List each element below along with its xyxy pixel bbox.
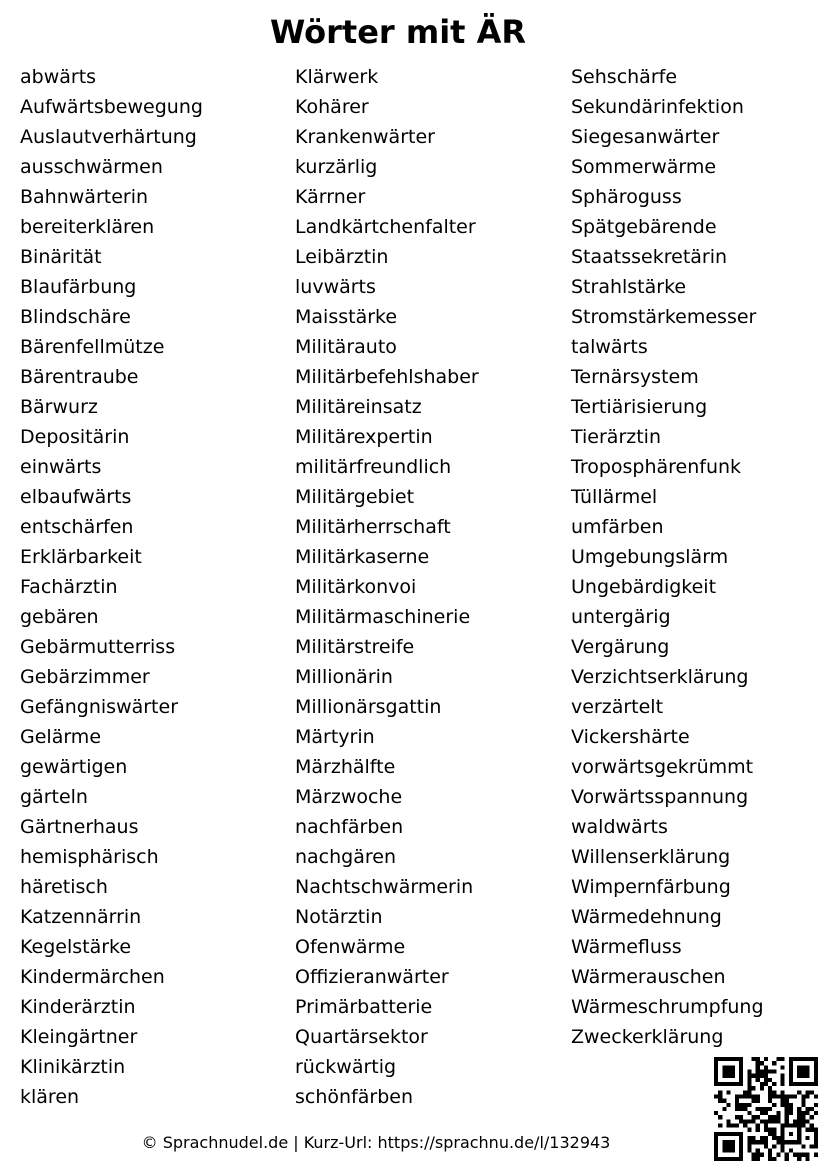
word-list-item: Klinikärztin bbox=[20, 1056, 126, 1078]
word-list-item: untergärig bbox=[571, 606, 671, 628]
word-list-item: entschärfen bbox=[20, 516, 134, 538]
word-list-item: Strahlstärke bbox=[571, 276, 687, 298]
word-column-1 bbox=[20, 62, 203, 1112]
word-list-item: rückwärtig bbox=[295, 1056, 397, 1078]
word-list-item: Klärwerk bbox=[295, 66, 379, 88]
word-list-item: Militärkaserne bbox=[295, 546, 430, 568]
word-list-item: gebären bbox=[20, 606, 99, 628]
word-list-item: Militärexpertin bbox=[295, 426, 433, 448]
word-list-item: häretisch bbox=[20, 876, 108, 898]
word-list-item: Militärkonvoi bbox=[295, 576, 417, 598]
word-list-item: Willenserklärung bbox=[571, 846, 731, 868]
word-list-item: Fachärztin bbox=[20, 576, 118, 598]
word-list-item: Militärgebiet bbox=[295, 486, 415, 508]
word-list-item: Depositärin bbox=[20, 426, 130, 448]
word-list-item: Militärbefehlshaber bbox=[295, 366, 479, 388]
word-list-item: ausschwärmen bbox=[20, 156, 163, 178]
word-list-item: Ternärsystem bbox=[571, 366, 699, 388]
word-list-item: Nachtschwärmerin bbox=[295, 876, 474, 898]
word-list-item: Wärmedehnung bbox=[571, 906, 722, 928]
word-list-item: Troposphärenfunk bbox=[571, 456, 742, 478]
word-list-item: Vickershärte bbox=[571, 726, 690, 748]
word-list-item: Siegesanwärter bbox=[571, 126, 720, 148]
word-list-item: Landkärtchenfalter bbox=[295, 216, 476, 238]
word-list-item: hemisphärisch bbox=[20, 846, 159, 868]
page-title: Wörter mit ÄR bbox=[270, 13, 526, 51]
word-list-item: Auslautverhärtung bbox=[20, 126, 197, 148]
word-list-item: Wärmerauschen bbox=[571, 966, 726, 988]
word-list-item: Vergärung bbox=[571, 636, 670, 658]
word-list-item: Vorwärtsspannung bbox=[571, 786, 749, 808]
word-list-item: Märzwoche bbox=[295, 786, 403, 808]
word-list-item: Sehschärfe bbox=[571, 66, 678, 88]
word-list-item: Gärtnerhaus bbox=[20, 816, 139, 838]
word-list-item: Erklärbarkeit bbox=[20, 546, 142, 568]
word-column-2 bbox=[295, 62, 479, 1112]
qr-code-icon[interactable] bbox=[714, 1057, 818, 1161]
word-list-item: Kärrner bbox=[295, 186, 366, 208]
word-list-item: Aufwärtsbewegung bbox=[20, 96, 203, 118]
word-list-item: Bärentraube bbox=[20, 366, 139, 388]
word-list-item: Stromstärkemesser bbox=[571, 306, 757, 328]
word-list-item: Militärmaschinerie bbox=[295, 606, 471, 628]
word-list-item: Tüllärmel bbox=[571, 486, 658, 508]
word-list-item: Verzichtserklärung bbox=[571, 666, 749, 688]
word-list-item: gärteln bbox=[20, 786, 88, 808]
word-list-item: Kinderärztin bbox=[20, 996, 136, 1018]
word-list-item: luvwärts bbox=[295, 276, 376, 298]
word-list-item: Blaufärbung bbox=[20, 276, 137, 298]
word-list-item: gewärtigen bbox=[20, 756, 128, 778]
word-list-item: Militärherrschaft bbox=[295, 516, 451, 538]
footer-source-link[interactable]: © Sprachnudel.de | Kurz-Url: https://sprachnu.de/l/132943 bbox=[141, 1133, 611, 1152]
word-list-item: Millionärin bbox=[295, 666, 393, 688]
word-list-item: vorwärtsgekrümmt bbox=[571, 756, 754, 778]
word-list-item: Ungebärdigkeit bbox=[571, 576, 717, 598]
word-list-item: Märzhälfte bbox=[295, 756, 396, 778]
word-list-item: Notärztin bbox=[295, 906, 383, 928]
word-list-item: Militärstreife bbox=[295, 636, 415, 658]
word-list-item: umfärben bbox=[571, 516, 664, 538]
word-list-item: Gelärme bbox=[20, 726, 102, 748]
word-list-item: Märtyrin bbox=[295, 726, 375, 748]
word-list-item: Tertiärisierung bbox=[571, 396, 708, 418]
word-list-item: talwärts bbox=[571, 336, 648, 358]
word-list-item: einwärts bbox=[20, 456, 102, 478]
word-list-item: Bahnwärterin bbox=[20, 186, 149, 208]
word-list-item: Sphäroguss bbox=[571, 186, 682, 208]
word-list-item: Wärmefluss bbox=[571, 936, 682, 958]
word-column-3 bbox=[571, 62, 764, 1052]
word-list-item: Staatssekretärin bbox=[571, 246, 728, 268]
word-list-item: elbaufwärts bbox=[20, 486, 132, 508]
word-list-item: Ofenwärme bbox=[295, 936, 406, 958]
word-list-item: Maisstärke bbox=[295, 306, 398, 328]
word-list-item: Tierärztin bbox=[571, 426, 661, 448]
word-list-item: Kindermärchen bbox=[20, 966, 165, 988]
word-list-item: Binärität bbox=[20, 246, 102, 268]
word-list-item: schönfärben bbox=[295, 1086, 413, 1108]
word-list-item: nachfärben bbox=[295, 816, 404, 838]
word-list-item: Militärauto bbox=[295, 336, 397, 358]
word-list-item: Millionärsgattin bbox=[295, 696, 442, 718]
word-list-item: militärfreundlich bbox=[295, 456, 452, 478]
word-list-item: Militäreinsatz bbox=[295, 396, 422, 418]
word-list-item: Sekundärinfektion bbox=[571, 96, 744, 118]
word-list-item: Kegelstärke bbox=[20, 936, 132, 958]
word-list-item: Leibärztin bbox=[295, 246, 389, 268]
word-list-item: bereiterklären bbox=[20, 216, 155, 238]
word-list-item: waldwärts bbox=[571, 816, 668, 838]
word-list-item: Gebärmutterriss bbox=[20, 636, 176, 658]
word-list-item: Offizieranwärter bbox=[295, 966, 449, 988]
word-list-item: Umgebungslärm bbox=[571, 546, 729, 568]
word-list-item: Bärenfellmütze bbox=[20, 336, 165, 358]
word-list-item: abwärts bbox=[20, 66, 97, 88]
word-list-item: Zweckerklärung bbox=[571, 1026, 724, 1048]
word-list-item: verzärtelt bbox=[571, 696, 664, 718]
word-list-item: nachgären bbox=[295, 846, 397, 868]
word-list-item: Kleingärtner bbox=[20, 1026, 138, 1048]
word-list-item: Gefängniswärter bbox=[20, 696, 179, 718]
word-list-item: Wimpernfärbung bbox=[571, 876, 731, 898]
word-list-item: Quartärsektor bbox=[295, 1026, 428, 1048]
word-list-item: Katzennärrin bbox=[20, 906, 142, 928]
word-list-item: Krankenwärter bbox=[295, 126, 435, 148]
word-list-item: Gebärzimmer bbox=[20, 666, 150, 688]
word-list-item: kurzärlig bbox=[295, 156, 378, 178]
word-list-item: Kohärer bbox=[295, 96, 369, 118]
word-list-item: Wärmeschrumpfung bbox=[571, 996, 764, 1018]
word-list-item: Bärwurz bbox=[20, 396, 98, 418]
word-list-item: Primärbatterie bbox=[295, 996, 433, 1018]
word-list-item: klären bbox=[20, 1086, 80, 1108]
word-list-item: Spätgebärende bbox=[571, 216, 717, 238]
word-list-item: Blindschäre bbox=[20, 306, 131, 328]
word-list-item: Sommerwärme bbox=[571, 156, 717, 178]
